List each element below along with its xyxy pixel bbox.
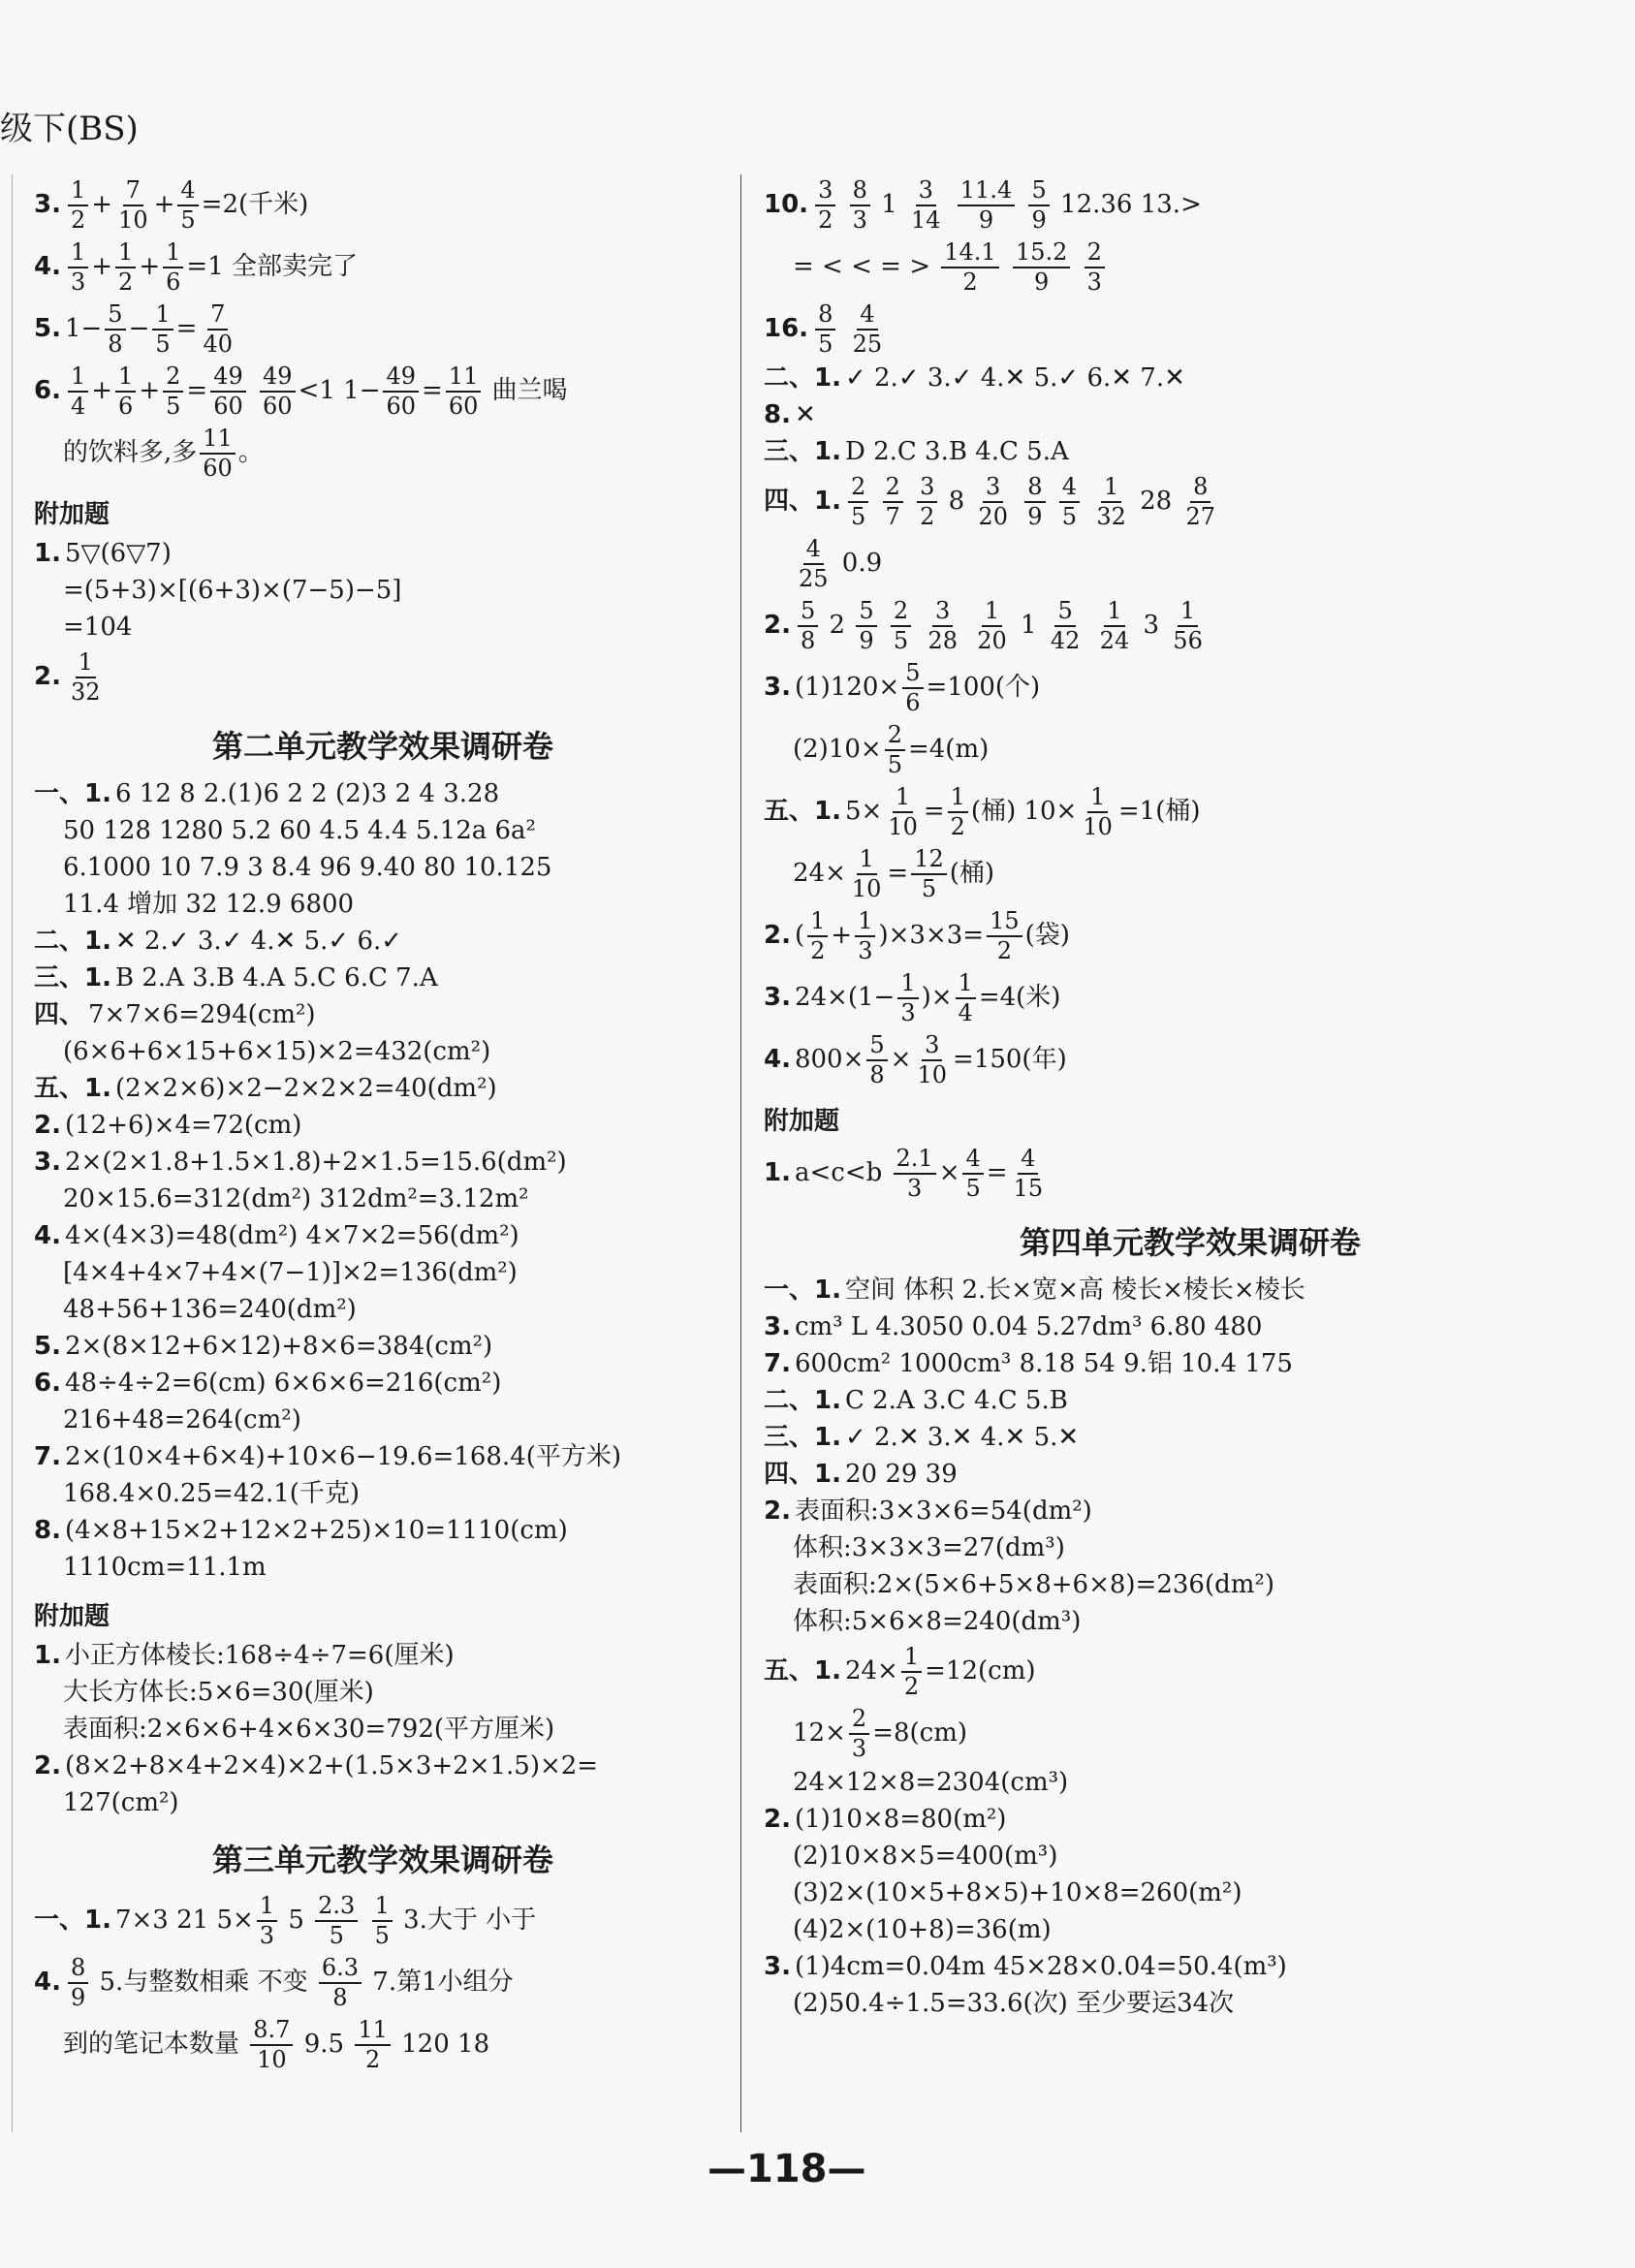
fraction: $\frac{4}{25}$	[852, 299, 883, 358]
fraction: $\frac{8}{9}$	[68, 1956, 88, 2010]
item-number: 四、1.	[764, 1460, 841, 1490]
answer-text: 5▽(6▽7)	[64, 539, 172, 569]
answer-text: 体积:3×3×3=27(dm³)	[793, 1533, 1065, 1563]
fraction: $\frac{2}{7}$	[883, 475, 903, 529]
answer-text: =104	[63, 613, 133, 643]
fraction: $\frac{1}{2}$	[115, 240, 136, 295]
item-number: 1.	[764, 1158, 791, 1188]
answer-text: cm³ L 4.3050 0.04 5.27dm³ 6.80 480	[794, 1312, 1263, 1342]
item-number: 4.	[764, 1045, 791, 1075]
answer-text: (2×2×6)×2−2×2×2=40(dm²)	[114, 1074, 497, 1104]
answer-line	[764, 1420, 1617, 1457]
fraction: $\frac{2.3}{5}$	[315, 1894, 358, 1948]
answer-line	[34, 813, 732, 850]
answer-text: 1− $\frac{5}{8}$ − $\frac{1}{5}$ = $\frac{7}{40}$	[65, 302, 238, 357]
item-number: 6.	[34, 1369, 61, 1399]
fraction: $\frac{1}{6}$	[115, 364, 136, 419]
answer-text: 48÷4÷2=6(cm) 6×6×6=216(cm²)	[64, 1369, 502, 1399]
fraction: $\frac{1}{2}$	[948, 785, 968, 839]
answer-text	[65, 647, 107, 706]
answer-text: 48+56+136=240(dm²)	[63, 1295, 357, 1325]
fraction: $\frac{49}{60}$	[260, 364, 296, 419]
item-number: 二、1.	[764, 1386, 841, 1416]
item-number: 3.	[764, 1312, 791, 1342]
answer-text: 到的笔记本数量 $\frac{8.7}{10}$ 9.5 $\frac{11}{2}$ 120 18	[63, 2015, 490, 2073]
answer-text: $\frac{4}{25}$ 0.9	[793, 537, 882, 591]
item-number: 5.	[34, 314, 61, 344]
answer-text: (6×6+6×15+6×15)×2=432(cm²)	[63, 1037, 491, 1067]
answer-line	[34, 1476, 732, 1513]
fraction: $\frac{15.2}{9}$	[1013, 240, 1070, 295]
answer-text: = < < = > $\frac{14.1}{2}$ $\frac{15.2}{9}$ $\frac{2}{3}$	[793, 240, 1108, 295]
item-number: 3.	[764, 1952, 791, 1982]
fraction: $\frac{3}{20}$	[978, 472, 1008, 530]
fraction: $\frac{4}{5}$	[1059, 475, 1080, 529]
answer-line	[34, 1181, 732, 1218]
answer-line	[764, 1839, 1617, 1875]
fraction: $\frac{4}{5}$	[962, 1147, 983, 1201]
left-column	[34, 174, 732, 2076]
answer-text: $\frac{3}{2}$ $\frac{8}{3}$ 1 $\frac{3}{14}$ $\frac{11.4}{9}$ $\frac{5}{9}$ 12.36 13.>	[812, 178, 1202, 233]
answer-line	[764, 1383, 1617, 1420]
answer-text: 体积:5×6×8=240(dm³)	[793, 1607, 1082, 1637]
fraction: $\frac{8}{3}$	[850, 178, 870, 233]
bonus-heading: 附加题	[764, 1107, 840, 1136]
answer-line	[764, 1949, 1617, 1986]
answer-line	[764, 1703, 1617, 1765]
fraction: $\frac{12}{5}$	[911, 847, 947, 901]
answer-line	[34, 1218, 732, 1255]
answer-text: 表面积:2×6×6+4×6×30=792(平方厘米)	[63, 1715, 555, 1745]
answer-text: B 2.A 3.B 4.A 5.C 6.C 7.A	[114, 963, 438, 993]
fraction: $\frac{3}{10}$	[917, 1030, 948, 1088]
item-number: 2.	[764, 1805, 791, 1835]
answer-text: (2)10×8×5=400(m³)	[793, 1842, 1058, 1872]
answer-text: (12+6)×4=72(cm)	[64, 1111, 302, 1141]
bonus-heading: 附加题	[34, 1602, 110, 1631]
fraction: $\frac{49}{60}$	[383, 364, 419, 419]
answer-line	[34, 361, 732, 423]
fraction: $\frac{15}{2}$	[987, 909, 1022, 963]
fraction: $\frac{7}{10}$	[118, 175, 148, 234]
answer-text: 800× $\frac{5}{8}$ × $\frac{3}{10}$ =150(年)	[794, 1030, 1067, 1088]
fraction: $\frac{3}{28}$	[928, 596, 958, 654]
fraction: $\frac{4}{25}$	[799, 534, 829, 592]
answer-line	[34, 536, 732, 573]
item-number: 二、1.	[764, 363, 841, 394]
item-number: 三、1.	[764, 1423, 841, 1453]
fraction: $\frac{1}{10}$	[851, 844, 882, 902]
fraction: $\frac{1}{5}$	[152, 302, 173, 357]
answer-line	[34, 1638, 732, 1675]
section-heading: 第三单元教学效果调研卷	[211, 1842, 553, 1878]
fraction: $\frac{2}{5}$	[848, 475, 868, 529]
item-number: 一、1.	[34, 779, 111, 809]
answer-line	[764, 1309, 1617, 1346]
fraction: $\frac{1}{24}$	[1099, 596, 1130, 654]
answer-text: 4×(4×3)=48(dm²) 4×7×2=56(dm²)	[64, 1221, 519, 1251]
answer-line	[34, 1675, 732, 1712]
answer-text: ✓ 2.✓ 3.✓ 4.✕ 5.✓ 6.✕ 7.✕	[844, 363, 1185, 394]
item-number: 3.	[34, 1148, 61, 1178]
answer-line	[34, 1748, 732, 1785]
answer-line	[34, 1952, 732, 2014]
item-number: 2.	[34, 1111, 61, 1141]
answer-text: (3)2×(10×5+8×5)+10×8=260(m²)	[793, 1878, 1242, 1908]
bonus-heading: 附加题	[34, 500, 110, 529]
answer-text: 216+48=264(cm²)	[63, 1405, 301, 1435]
answer-text: 11.4 增加 32 12.9 6800	[63, 890, 355, 920]
answer-line	[764, 781, 1617, 843]
answer-line	[764, 1912, 1617, 1949]
fraction: $\frac{2}{5}$	[885, 723, 905, 777]
answer-text: D 2.C 3.B 4.C 5.A	[844, 437, 1069, 467]
answer-text: 表面积:3×3×6=54(dm²)	[794, 1496, 1092, 1527]
answer-text: 24× $\frac{1}{2}$ =12(cm)	[844, 1642, 1036, 1700]
answer-line	[764, 1765, 1617, 1802]
item-number: 3.	[34, 190, 61, 220]
fraction: $\frac{2}{5}$	[891, 599, 911, 653]
answer-line	[34, 1329, 732, 1366]
answer-line	[34, 1890, 732, 1952]
fraction: $\frac{11}{60}$	[446, 364, 482, 419]
answer-line	[34, 2014, 732, 2076]
answer-line	[764, 1029, 1617, 1091]
answer-line	[764, 236, 1617, 299]
answer-line	[764, 1273, 1617, 1309]
item-number: 10.	[764, 190, 809, 220]
item-number: 五、1.	[34, 1074, 111, 1104]
item-number: 1.	[34, 1641, 61, 1671]
answer-line	[34, 924, 732, 961]
fraction: $\frac{1}{6}$	[163, 240, 183, 295]
item-number: 2.	[34, 1751, 61, 1781]
answer-line	[764, 1530, 1617, 1567]
answer-text: =(5+3)×[(6+3)×(7−5)−5]	[63, 576, 402, 606]
answer-text: 24×12×8=2304(cm³)	[793, 1768, 1069, 1798]
fraction: $\frac{1}{20}$	[977, 596, 1007, 654]
fraction: $\frac{4}{5}$	[177, 178, 198, 233]
answer-line	[34, 1513, 732, 1550]
answer-line	[34, 887, 732, 924]
fraction: $\frac{11}{2}$	[355, 2018, 391, 2072]
item-number: 五、1.	[764, 1656, 841, 1686]
fraction: $\frac{1}{3}$	[897, 971, 918, 1025]
answer-text: 6 12 8 2.(1)6 2 2 (2)3 2 4 3.28	[114, 779, 500, 809]
fraction: $\frac{11}{60}$	[200, 426, 236, 481]
answer-text: C 2.A 3.C 4.C 5.B	[844, 1386, 1068, 1416]
answer-text: $\frac{1}{3}$ + $\frac{1}{2}$ + $\frac{1}{6}$ =1 全部卖完了	[65, 240, 358, 295]
fraction: $\frac{5}{42}$	[1050, 596, 1081, 654]
item-number: 三、1.	[34, 963, 111, 993]
answer-text: (1)10×8=80(m²)	[794, 1805, 1007, 1835]
answer-line	[764, 1986, 1617, 2023]
answer-line	[764, 1346, 1617, 1383]
answer-text: (1)4cm=0.04m 45×28×0.04=50.4(m³)	[794, 1952, 1287, 1982]
answer-line	[764, 1143, 1617, 1205]
item-number: 4.	[34, 1221, 61, 1251]
fraction: $\frac{49}{60}$	[210, 364, 246, 419]
answer-text: $\frac{2}{5}$ $\frac{2}{7}$ $\frac{3}{2}$ 8 $\frac{3}{20}$ $\frac{8}{9}$ $\frac{4}{5}$ $\frac{1}{32}$ 28 $\frac{8}{27}$	[845, 475, 1221, 529]
item-number: 一、1.	[764, 1276, 841, 1306]
fraction: $\frac{1}{10}$	[1083, 782, 1113, 840]
fraction: $\frac{1}{32}$	[70, 647, 101, 706]
fraction: $\frac{5}{8}$	[798, 599, 818, 653]
item-number: 二、1.	[34, 927, 111, 957]
fraction: $\frac{14.1}{2}$	[941, 240, 998, 295]
answer-text: ✓ 2.✕ 3.✕ 4.✕ 5.✕	[844, 1423, 1080, 1453]
answer-text: 7×7×6=294(cm²)	[88, 1000, 316, 1030]
answer-text: ✕	[794, 400, 816, 430]
item-number: 4.	[34, 252, 61, 282]
answer-line	[764, 843, 1617, 905]
answer-text: 空间 体积 2.长×宽×高 棱长×棱长×棱长	[844, 1276, 1305, 1306]
answer-line	[34, 1785, 732, 1822]
answer-line	[34, 174, 732, 236]
item-number: 3.	[764, 983, 791, 1013]
answer-line	[34, 1366, 732, 1402]
fraction: $\frac{3}{14}$	[910, 175, 941, 234]
answer-line	[34, 1712, 732, 1748]
fraction: $\frac{8}{27}$	[1185, 472, 1216, 530]
answer-line	[34, 1255, 732, 1292]
answer-text: 的饮料多,多 $\frac{11}{60}$ 。	[63, 424, 264, 482]
answer-line	[34, 1292, 732, 1329]
column-divider	[740, 174, 741, 2132]
item-number: 7.	[34, 1442, 61, 1472]
answer-text: (2)10× $\frac{2}{5}$ =4(m)	[793, 720, 990, 778]
answer-text: 5× $\frac{1}{10}$ = $\frac{1}{2}$ (桶) 10× $\frac{1}{10}$ =1(桶)	[844, 782, 1201, 840]
answer-line	[34, 1550, 732, 1587]
answer-line	[34, 1439, 732, 1476]
answer-text	[812, 299, 888, 358]
answer-line	[764, 1604, 1617, 1641]
answer-line	[764, 174, 1617, 236]
fraction: $\frac{1}{10}$	[888, 782, 918, 840]
answer-line	[764, 533, 1617, 595]
answer-line	[764, 471, 1617, 533]
answer-text: $\frac{5}{8}$ 2 $\frac{5}{9}$ $\frac{2}{5}$ $\frac{3}{28}$ $\frac{1}{20}$ 1 $\frac{5}{42}$ $\frac{1}{24}$ 3 $\frac{1}{56}$	[795, 599, 1209, 653]
fraction: $\frac{7}{40}$	[203, 299, 233, 358]
answer-text: 2×(10×4+6×4)+10×6−19.6=168.4(平方米)	[64, 1442, 622, 1472]
answer-text: (2)50.4÷1.5=33.6(次) 至少要运34次	[793, 1989, 1235, 2019]
item-number: 8.	[764, 400, 791, 430]
left-edge-line	[12, 174, 13, 2132]
item-number: 五、1.	[764, 797, 841, 827]
answer-text: 6.1000 10 7.9 3 8.4 96 9.40 80 10.125	[63, 853, 552, 883]
answer-text: 12× $\frac{2}{3}$ =8(cm)	[793, 1704, 967, 1762]
answer-line	[34, 646, 732, 709]
item-number: 6.	[34, 376, 61, 406]
answer-text: (1)120× $\frac{5}{6}$ =100(个)	[794, 658, 1041, 716]
item-number: 4.	[34, 1968, 61, 1998]
fraction: $\frac{1}{2}$	[68, 178, 88, 233]
item-number: 1.	[34, 539, 61, 569]
page-header: 级下(BS)	[0, 110, 139, 148]
answer-text: 600cm² 1000cm³ 8.18 54 9.铝 10.4 175	[794, 1349, 1293, 1379]
answer-line	[764, 1567, 1617, 1604]
fraction: $\frac{5}{8}$	[105, 302, 125, 357]
answer-text: $\frac{8}{9}$ 5.与整数相乘 不变 $\frac{6.3}{8}$ 7.第1小组分	[65, 1956, 514, 2010]
fraction: $\frac{5}{6}$	[902, 661, 923, 715]
answer-line	[34, 1402, 732, 1439]
fraction: $\frac{1}{2}$	[807, 909, 828, 963]
fraction: $\frac{1}{56}$	[1173, 596, 1203, 654]
answer-line	[764, 905, 1617, 967]
fraction: $\frac{2}{3}$	[849, 1707, 869, 1761]
fraction: $\frac{6.3}{8}$	[319, 1956, 362, 2010]
item-number: 3.	[764, 673, 791, 703]
fraction: $\frac{8}{5}$	[815, 302, 835, 357]
answer-line	[34, 423, 732, 485]
answer-line	[34, 1108, 732, 1145]
answer-text: 24× $\frac{1}{10}$ = $\frac{12}{5}$ (桶)	[793, 844, 995, 902]
answer-line	[34, 236, 732, 299]
answer-text: 24×(1− $\frac{1}{3}$ )× $\frac{1}{4}$ =4(米)	[794, 968, 1061, 1026]
fraction: $\frac{1}{4}$	[956, 971, 976, 1025]
answer-text: 50 128 1280 5.2 60 4.5 4.4 5.12a 6a²	[63, 816, 536, 846]
answer-text: 168.4×0.25=42.1(千克)	[63, 1479, 361, 1509]
item-number: 四、1.	[764, 487, 841, 517]
fraction: $\frac{1}{3}$	[68, 240, 88, 295]
fraction: $\frac{8.7}{10}$	[250, 2018, 293, 2072]
answer-text: ( $\frac{1}{2}$ + $\frac{1}{3}$ )×3×3= $\frac{15}{2}$ (袋)	[794, 906, 1070, 964]
answer-text: ✕ 2.✓ 3.✓ 4.✕ 5.✓ 6.✓	[114, 927, 403, 957]
answer-line	[764, 657, 1617, 719]
answer-text: (8×2+8×4+2×4)×2+(1.5×3+2×1.5)×2=	[64, 1751, 599, 1781]
answer-text: $\frac{1}{2}$ + $\frac{7}{10}$ + $\frac{4}{5}$ =2(千米)	[65, 178, 308, 233]
answer-line	[764, 1494, 1617, 1530]
item-number: 2.	[34, 662, 61, 692]
answer-line	[764, 1457, 1617, 1494]
fraction: $\frac{1}{5}$	[372, 1894, 393, 1948]
section-heading: 第四单元教学效果调研卷	[1019, 1224, 1361, 1261]
right-column	[764, 174, 1617, 2023]
answer-text: 7×3 21 5× $\frac{1}{3}$ 5 $\frac{2.3}{5}$ $\frac{1}{5}$ 3.大于 小于	[114, 1891, 537, 1949]
answer-line	[764, 1802, 1617, 1839]
answer-line	[34, 1034, 732, 1071]
fraction: $\frac{8}{9}$	[1024, 475, 1045, 529]
answer-text: 2×(8×12+6×12)+8×6=384(cm²)	[64, 1332, 493, 1362]
fraction: $\frac{1}{2}$	[901, 1645, 922, 1699]
fraction: $\frac{2.1}{3}$	[894, 1147, 936, 1201]
answer-line	[764, 595, 1617, 657]
fraction: $\frac{2}{3}$	[1085, 240, 1105, 295]
answer-line	[764, 967, 1617, 1029]
answer-text: $\frac{1}{4}$ + $\frac{1}{6}$ + $\frac{2}{5}$ = $\frac{49}{60}$ $\frac{49}{60}$ <1 1− $\frac{49}{60}$ = $\frac{11}{60}$ 曲兰喝	[65, 364, 568, 419]
answer-line	[764, 1641, 1617, 1703]
item-number: 2.	[764, 611, 791, 641]
answer-text: 小正方体棱长:168÷4÷7=6(厘米)	[64, 1641, 455, 1671]
answer-line	[34, 573, 732, 610]
answer-line	[34, 1145, 732, 1181]
fraction: $\frac{2}{5}$	[163, 364, 183, 419]
answer-line	[764, 397, 1617, 434]
answer-line	[34, 610, 732, 646]
fraction: $\frac{4}{15}$	[1013, 1144, 1044, 1202]
item-number: 5.	[34, 1332, 61, 1362]
answer-line	[34, 299, 732, 361]
answer-text: 2×(2×1.8+1.5×1.8)+2×1.5=15.6(dm²)	[64, 1148, 567, 1178]
fraction: $\frac{1}{3}$	[257, 1894, 277, 1948]
answer-line	[34, 961, 732, 997]
page-number: —118—	[707, 2147, 866, 2191]
item-number: 8.	[34, 1516, 61, 1546]
answer-line	[764, 299, 1617, 361]
answer-text: 20×15.6=312(dm²) 312dm²=3.12m²	[63, 1184, 529, 1214]
fraction: $\frac{5}{9}$	[1028, 178, 1049, 233]
answer-line	[34, 997, 732, 1034]
fraction: $\frac{1}{3}$	[855, 909, 875, 963]
answer-line	[764, 361, 1617, 397]
answer-line	[34, 1071, 732, 1108]
section-heading: 第二单元教学效果调研卷	[211, 728, 553, 765]
answer-text: (4×8+15×2+12×2+25)×10=1110(cm)	[64, 1516, 568, 1546]
answer-text: 20 29 39	[844, 1460, 958, 1490]
item-number: 2.	[764, 921, 791, 951]
answer-line	[764, 1875, 1617, 1912]
answer-line	[34, 776, 732, 813]
item-number: 2.	[764, 1496, 791, 1527]
fraction: $\frac{5}{8}$	[866, 1033, 887, 1087]
answer-text: [4×4+4×7+4×(7−1)]×2=136(dm²)	[63, 1258, 518, 1288]
fraction: $\frac{3}{2}$	[917, 475, 937, 529]
answer-line	[764, 719, 1617, 781]
answer-text: 大长方体长:5×6=30(厘米)	[63, 1678, 374, 1708]
item-number: 7.	[764, 1349, 791, 1379]
answer-text: 1110cm=11.1m	[63, 1553, 267, 1583]
answer-text: 表面积:2×(5×6+5×8+6×8)=236(dm²)	[793, 1570, 1274, 1600]
answer-line	[764, 434, 1617, 471]
fraction: $\frac{1}{32}$	[1096, 472, 1126, 530]
item-number: 四、	[34, 1000, 85, 1030]
fraction: $\frac{11.4}{9}$	[958, 178, 1015, 233]
item-number: 16.	[764, 314, 809, 344]
fraction: $\frac{5}{9}$	[856, 599, 876, 653]
answer-text: (4)2×(10+8)=36(m)	[793, 1915, 1052, 1945]
answer-text: a<c<b $\frac{2.1}{3}$ × $\frac{4}{5}$ = $\frac{4}{15}$	[795, 1147, 1049, 1201]
answer-text: 127(cm²)	[63, 1788, 179, 1818]
item-number: 一、1.	[34, 1906, 111, 1936]
fraction: $\frac{1}{4}$	[68, 364, 88, 419]
answer-line	[34, 850, 732, 887]
item-number: 三、1.	[764, 437, 841, 467]
fraction: $\frac{3}{2}$	[815, 178, 835, 233]
